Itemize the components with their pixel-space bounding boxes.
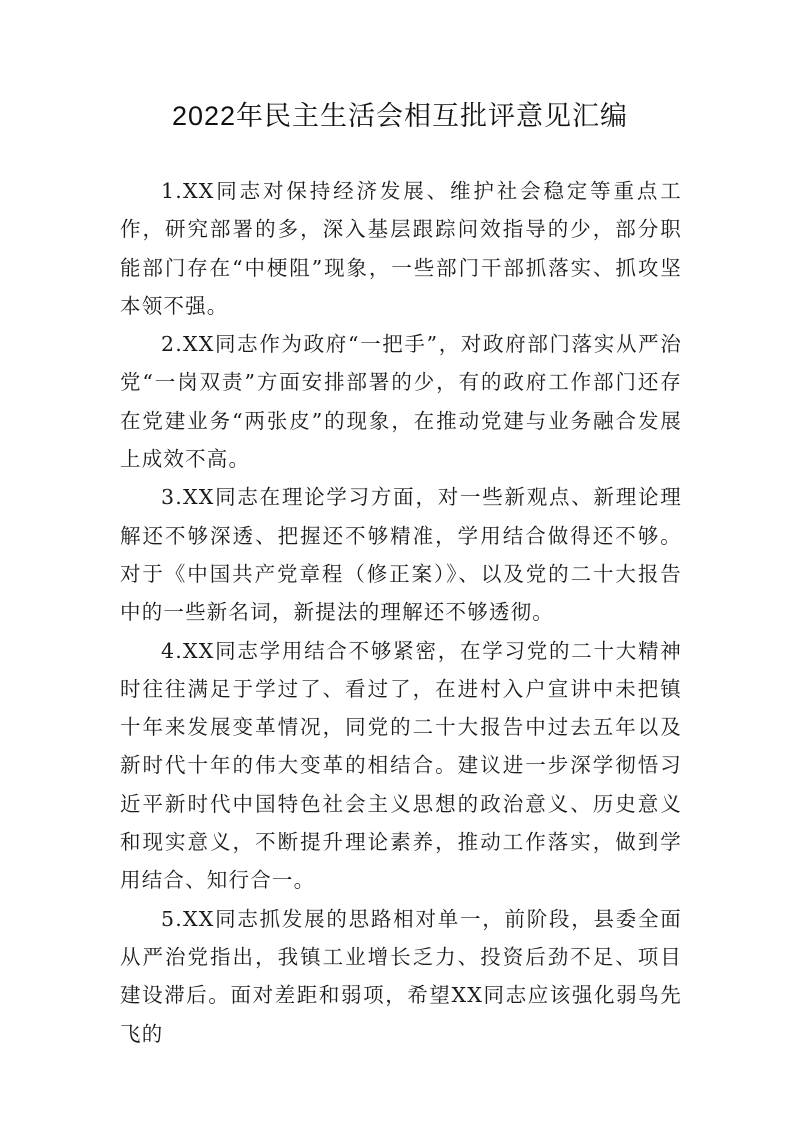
document-body <box>120 172 682 1053</box>
paragraph-1: 1.XX同志对保持经济发展、维护社会稳定等重点工作，研究部署的多，深入基层跟踪问效指导的少，部分职能部门存在“中梗阻”现象，一些部门干部抓落实、抓攻坚本领不强。 <box>120 179 682 318</box>
paragraph-2: 2.XX同志作为政府“一把手”，对政府部门落实从严治党“一岗双责”方面安排部署的少，有的政府工作部门还存在党建业务“两张皮”的现象，在推动党建与业务融合发展上成效不高。 <box>120 332 682 472</box>
paragraph-4: 4.XX同志学用结合不够紧密，在学习党的二十大精神时往往满足于学过了、看过了，在进村入户宣讲中未把镇十年来发展变革情况，同党的二十大报告中过去五年以及新时代十年的伟大变革的相结合。建议进一步深学彻悟习近平新时代中国特色社会主义思想的政治意义、历史意义和现实意义，不断提升理论素养，推动工作落实，做到学用结合、知行合一。 <box>120 638 682 893</box>
document-title: 2022年民主生活会相互批评意见汇编 <box>171 101 629 131</box>
paragraph-3: 3.XX同志在理论学习方面，对一些新观点、新理论理解还不够深透、把握还不够精准，学用结合做得还不够。对于《中国共产党章程（修正案）》、以及党的二十大报告中的一些新名词，新提法的理解还不够透彻。 <box>120 485 682 625</box>
paragraph-5: 5.XX同志抓发展的思路相对单一，前阶段，县委全面从严治党指出，我镇工业增长乏力、投资后劲不足、项目建设滞后。面对差距和弱项，希望XX同志应该强化弱鸟先飞的 <box>120 906 682 1046</box>
